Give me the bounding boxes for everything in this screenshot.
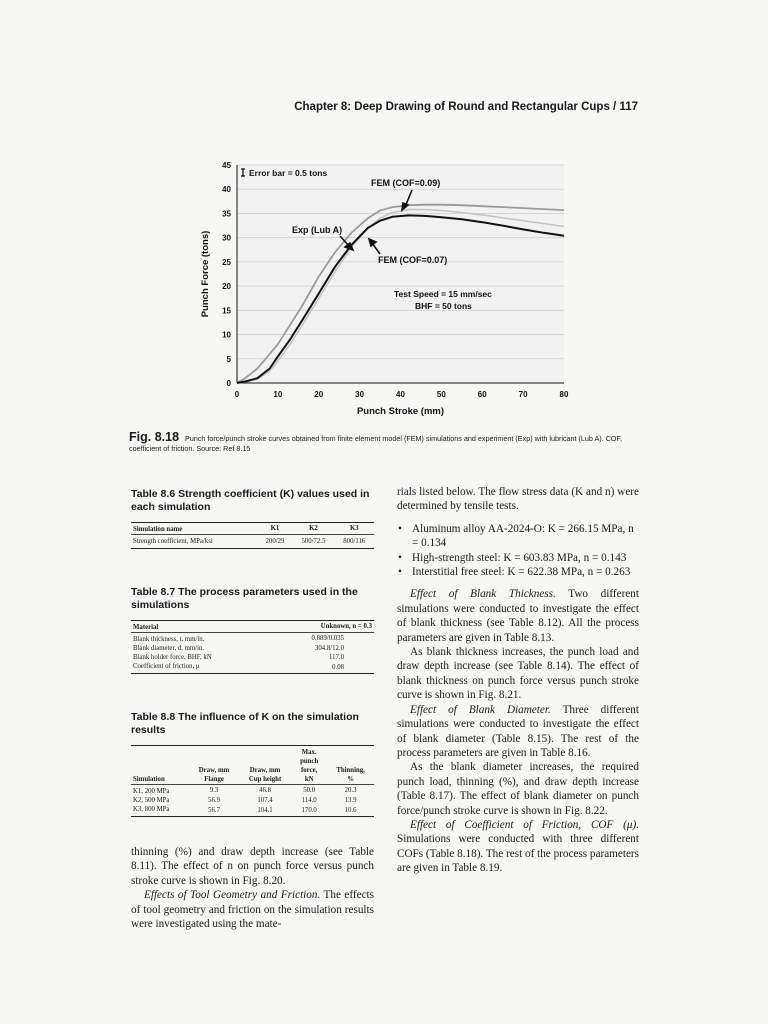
t88-hb4: % [347, 776, 354, 783]
y-tick-label: 35 [222, 209, 231, 219]
punch-force-chart [150, 150, 590, 425]
t88-r1c3: 114.0 [301, 797, 317, 804]
t88-r2c3: 170.0 [301, 807, 317, 814]
x-tick-label: 60 [477, 390, 487, 399]
t87-r0c0: Blank thickness, t, mm/in. [133, 636, 205, 643]
test-speed-note: Test Speed = 15 mm/sec [394, 289, 492, 299]
bhf-note: BHF = 50 tons [415, 301, 472, 311]
x-tick-label: 30 [355, 390, 365, 399]
figure-label: Fig. 8.18 [129, 430, 180, 444]
y-tick-label: 15 [222, 306, 231, 316]
t88-r0c4: 20.3 [344, 787, 357, 794]
t88-r0c3: 50.0 [303, 787, 316, 794]
t88-r2c1: 56.7 [208, 807, 221, 814]
t86-h1: K1 [270, 525, 280, 532]
t88-ht0 [131, 746, 189, 776]
y-tick-label: 45 [222, 161, 231, 170]
t88-hb3: kN [304, 776, 314, 783]
t87-r0c1: 0.889/0.035 [311, 635, 344, 642]
t86-c2: 500/72.5 [301, 538, 326, 545]
cof-text: Simulations were conducted with three different COFs (Table 8.18). The rest of the process parameters are given in Table 8.19. [397, 833, 639, 875]
y-tick-label: 0 [226, 379, 231, 388]
t87-r2c0: Blank holder force, BHF, kN [133, 654, 212, 661]
y-tick-label: 30 [222, 233, 231, 243]
x-tick-label: 50 [436, 390, 446, 399]
right-paragraph-blank-thickness [397, 587, 639, 645]
t88-r2c4: 10.6 [344, 807, 357, 814]
right-paragraph-cof [397, 818, 639, 876]
heading-cof: Effect of Coefficient of Friction, COF (μ). [410, 818, 639, 831]
y-tick-label: 5 [226, 354, 231, 364]
right-paragraph-diameter-effect: As the blank diameter increases, the required punch load, thinning (%), and draw depth increase (Table 8.17). The effect of blank diameter on punch force/punch stroke curve is shown in Fig. 8.22. [397, 761, 639, 817]
x-tick-label: 70 [518, 390, 528, 399]
right-paragraph-1: rials listed below. The flow stress data (K and n) were determined by tensile tests. [397, 486, 639, 513]
y-tick-label: 25 [222, 257, 231, 267]
t86-h0: Simulation name [133, 526, 183, 533]
y-axis-label: Punch Force (tons) [200, 230, 211, 318]
t86-c0: Strength coefficient, MPa/ksi [133, 538, 213, 545]
left-paragraph-2-text: The effects of tool geometry and friction on the simulation results were investigated using the mate- [131, 889, 374, 931]
t87-r1c1: 304.8/12.0 [314, 645, 344, 652]
label-fem-009: FEM (COF=0.09) [371, 178, 441, 188]
t88-hb1: Flange [204, 776, 224, 783]
t88-r1c1: 56.9 [208, 797, 221, 804]
table-8-6-title: Table 8.6 Strength coefficient (K) values used in each simulation [131, 488, 370, 513]
figure-caption-text: Punch force/punch stroke curves obtained from finite element model (FEM) simulations and experiment (Exp) with lubricant (Lub A). COF, coefficient of friction. Source: Ref 8.15 [129, 434, 623, 453]
table-8-8 [131, 711, 374, 817]
t88-r0c1: 9.3 [209, 787, 219, 794]
t88-r1c2: 107.4 [257, 797, 273, 804]
y-tick-label: 20 [222, 282, 231, 292]
y-tick-label: 10 [222, 330, 231, 340]
t86-c3: 800/116 [343, 538, 366, 545]
t88-r1c0: K2, 500 MPa [133, 797, 170, 804]
t88-ht1: Draw, mm [198, 767, 230, 774]
x-tick-label: 0 [234, 390, 240, 399]
left-heading-tool-geometry: Effects of Tool Geometry and Friction. [144, 889, 321, 902]
t88-r2c2: 104.1 [257, 807, 273, 814]
t87-r1c0: Blank diameter, d, mm/in. [133, 645, 205, 652]
left-paragraph-1: thinning (%) and draw depth increase (see Table 8.11). The effect of n on punch force versus punch stroke curve is shown in Fig. 8.20. [131, 846, 374, 887]
t88-ht3: Max. punch force, [300, 749, 319, 774]
t87-h1: Unknown, n = 0.3 [320, 623, 372, 630]
material-item-hss: • High-strength steel: K = 603.83 MPa, n = 0.143 [397, 551, 639, 565]
t87-r3c1: 0.08 [332, 664, 344, 671]
figure-8-18 [150, 150, 590, 425]
material-item-aluminum: • Aluminum alloy AA-2024-O: K = 266.15 MPa, n = 0.134 [397, 522, 639, 551]
t88-hb2: Cup height [248, 776, 282, 783]
heading-blank-thickness: Effect of Blank Thickness. [410, 588, 556, 601]
t86-c1: 200/29 [265, 538, 285, 545]
heading-blank-diameter: Effect of Blank Diameter. [410, 703, 551, 716]
right-paragraph-blank-diameter [397, 703, 639, 761]
t88-r0c0: K1, 200 MPa [133, 788, 170, 795]
right-paragraph-thickness-effect: As blank thickness increases, the punch load and draw depth increase (see Table 8.14). The effect of blank thickness on punch force versus punch stroke curve is shown in Fig. 8.21. [397, 646, 639, 702]
t88-r0c2: 46.8 [259, 787, 272, 794]
table-8-6 [131, 488, 374, 549]
material-item-if-steel: • Interstitial free steel: K = 622.38 MPa, n = 0.263 [397, 565, 639, 579]
t88-r1c4: 13.9 [344, 797, 357, 804]
table-8-8-title: Table 8.8 The influence of K on the simulation results [131, 711, 359, 736]
x-tick-label: 20 [314, 390, 324, 399]
blank-diameter-text: Three different simulations were conducted to investigate the effect of blank diameter (Table 8.15). The rest of the process parameters are given in Table 8.16. [397, 703, 639, 759]
blank-thickness-text: Two different simulations were conducted to investigate the effect of blank thickness (see Table 8.12). All the process parameters are given in Table 8.13. [397, 588, 639, 644]
table-8-7-title: Table 8.7 The process parameters used in the simulations [131, 586, 358, 611]
x-tick-label: 10 [273, 390, 283, 399]
t86-h3: K3 [349, 525, 359, 532]
t87-h0: Material [133, 624, 159, 631]
page-header: Chapter 8: Deep Drawing of Round and Rectangular Cups / 117 [294, 101, 638, 113]
x-tick-label: 80 [559, 390, 569, 399]
error-bar-note: Error bar = 0.5 tons [249, 168, 328, 178]
t86-h2: K2 [309, 525, 318, 532]
t88-r2c0: K3, 800 MPa [133, 806, 170, 813]
x-tick-label: 40 [396, 390, 405, 399]
material-list [397, 522, 639, 580]
left-column-text [131, 845, 374, 931]
t87-r2c1: 117.0 [328, 654, 344, 661]
left-paragraph-2 [131, 888, 374, 931]
t88-ht2: Draw, mm [249, 767, 281, 774]
t88-ht4: Thinning, [336, 767, 365, 774]
table-8-7 [131, 586, 374, 674]
t88-hb0: Simulation [133, 776, 165, 783]
label-exp: Exp (Lub A) [292, 225, 343, 235]
right-column-text [397, 485, 639, 876]
figure-caption [129, 430, 649, 453]
x-axis-label: Punch Stroke (mm) [356, 406, 445, 417]
t87-r3c0: Coefficient of friction, μ [133, 663, 200, 670]
y-tick-label: 40 [222, 185, 231, 195]
label-fem-007: FEM (COF=0.07) [378, 255, 448, 265]
